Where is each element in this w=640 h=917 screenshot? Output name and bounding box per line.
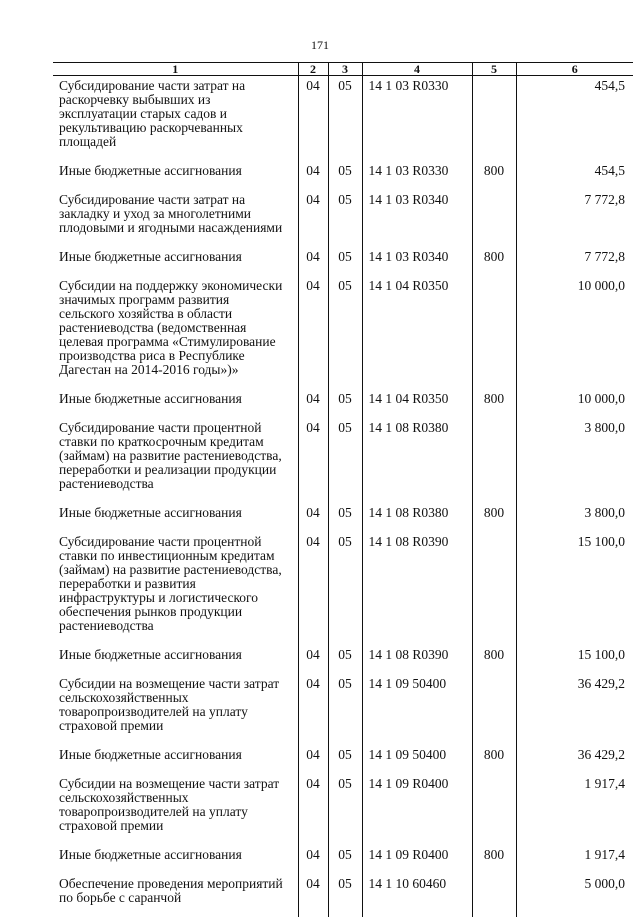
item-name-cell: Субсидии на возмещение части затрат сельскохозяйственных товаропроизводителей на уплату страховой премии [53,674,298,745]
subsection-code-cell: 05 [328,389,362,418]
section-code-cell: 04 [298,503,328,532]
expense-type-cell [472,874,516,917]
item-name-cell: Иные бюджетные ассигнования [53,161,298,190]
table-row [53,745,633,774]
table-row [53,645,633,674]
column-header: 2 [298,63,328,76]
amount-cell: 1 917,4 [516,774,633,845]
amount-cell: 36 429,2 [516,674,633,745]
item-name-cell: Субсидирование части процентной ставки по инвестиционным кредитам (займам) на развитие растениеводства, переработки и развития инфраструктуры и логистического обеспечения рынков продукции растениеводства [53,532,298,645]
target-article-cell: 14 1 08 R0380 [362,503,472,532]
expense-type-cell [472,276,516,389]
expense-type-cell: 800 [472,161,516,190]
item-name-cell: Иные бюджетные ассигнования [53,503,298,532]
subsection-code-cell: 05 [328,190,362,247]
table-row [53,532,633,645]
item-name-cell: Иные бюджетные ассигнования [53,845,298,874]
section-code-cell: 04 [298,161,328,190]
section-code-cell: 04 [298,276,328,389]
subsection-code-cell: 05 [328,503,362,532]
amount-cell: 36 429,2 [516,745,633,774]
table-header-row [53,63,633,76]
subsection-code-cell: 05 [328,276,362,389]
table-row [53,389,633,418]
section-code-cell: 04 [298,774,328,845]
expense-type-cell [472,532,516,645]
amount-cell: 7 772,8 [516,190,633,247]
amount-cell: 3 800,0 [516,418,633,503]
section-code-cell: 04 [298,874,328,917]
amount-cell: 454,5 [516,76,633,162]
item-name-cell: Иные бюджетные ассигнования [53,247,298,276]
target-article-cell: 14 1 03 R0340 [362,190,472,247]
table-row [53,247,633,276]
column-header: 3 [328,63,362,76]
section-code-cell: 04 [298,389,328,418]
table-row [53,503,633,532]
amount-cell: 10 000,0 [516,276,633,389]
amount-cell: 10 000,0 [516,389,633,418]
table-row [53,76,633,162]
column-header: 4 [362,63,472,76]
target-article-cell: 14 1 03 R0330 [362,161,472,190]
item-name-cell: Субсидии на возмещение части затрат сельскохозяйственных товаропроизводителей на уплату страховой премии [53,774,298,845]
subsection-code-cell: 05 [328,874,362,917]
expense-type-cell [472,76,516,162]
subsection-code-cell: 05 [328,774,362,845]
column-header: 5 [472,63,516,76]
item-name-cell: Субсидирование части процентной ставки по краткосрочным кредитам (займам) на развитие растениеводства, переработки и реализации продукции растениеводства [53,418,298,503]
target-article-cell: 14 1 08 R0390 [362,645,472,674]
expense-type-cell: 800 [472,247,516,276]
item-name-cell: Субсидирование части затрат на закладку и уход за многолетними плодовыми и ягодными насаждениями [53,190,298,247]
table-row [53,674,633,745]
table-row [53,161,633,190]
expense-type-cell [472,774,516,845]
target-article-cell: 14 1 03 R0340 [362,247,472,276]
item-name-cell: Иные бюджетные ассигнования [53,389,298,418]
section-code-cell: 04 [298,190,328,247]
section-code-cell: 04 [298,532,328,645]
subsection-code-cell: 05 [328,674,362,745]
expense-type-cell [472,418,516,503]
expense-type-cell: 800 [472,645,516,674]
amount-cell: 454,5 [516,161,633,190]
item-name-cell: Обеспечение проведения мероприятий по борьбе с саранчой [53,874,298,917]
target-article-cell: 14 1 04 R0350 [362,389,472,418]
table-row [53,845,633,874]
target-article-cell: 14 1 10 60460 [362,874,472,917]
section-code-cell: 04 [298,76,328,162]
subsection-code-cell: 05 [328,745,362,774]
table-row [53,418,633,503]
section-code-cell: 04 [298,745,328,774]
target-article-cell: 14 1 08 R0390 [362,532,472,645]
column-header: 6 [516,63,633,76]
expense-type-cell [472,674,516,745]
table-body [53,76,633,917]
amount-cell: 15 100,0 [516,645,633,674]
amount-cell: 3 800,0 [516,503,633,532]
subsection-code-cell: 05 [328,161,362,190]
amount-cell: 7 772,8 [516,247,633,276]
amount-cell: 5 000,0 [516,874,633,917]
expense-type-cell: 800 [472,845,516,874]
section-code-cell: 04 [298,845,328,874]
section-code-cell: 04 [298,674,328,745]
amount-cell: 1 917,4 [516,845,633,874]
subsection-code-cell: 05 [328,76,362,162]
item-name-cell: Субсидирование части затрат на раскорчевку выбывших из эксплуатации старых садов и рекультивацию раскорчеванных площадей [53,76,298,162]
subsection-code-cell: 05 [328,845,362,874]
table-row [53,276,633,389]
target-article-cell: 14 1 09 R0400 [362,845,472,874]
expense-type-cell: 800 [472,389,516,418]
table-row [53,190,633,247]
expense-type-cell [472,190,516,247]
budget-table [53,62,633,917]
item-name-cell: Иные бюджетные ассигнования [53,645,298,674]
subsection-code-cell: 05 [328,247,362,276]
expense-type-cell: 800 [472,745,516,774]
page-number: 171 [0,38,640,53]
subsection-code-cell: 05 [328,645,362,674]
subsection-code-cell: 05 [328,418,362,503]
section-code-cell: 04 [298,418,328,503]
column-header: 1 [53,63,298,76]
item-name-cell: Субсидии на поддержку экономически значимых программ развития сельского хозяйства в области растениеводства (ведомственная целевая программа «Стимулирование производства риса в Республике Дагестан на 2014-2016 годы»)» [53,276,298,389]
item-name-cell: Иные бюджетные ассигнования [53,745,298,774]
target-article-cell: 14 1 03 R0330 [362,76,472,162]
amount-cell: 15 100,0 [516,532,633,645]
target-article-cell: 14 1 09 50400 [362,674,472,745]
target-article-cell: 14 1 08 R0380 [362,418,472,503]
expense-type-cell: 800 [472,503,516,532]
table-row [53,774,633,845]
section-code-cell: 04 [298,247,328,276]
target-article-cell: 14 1 09 50400 [362,745,472,774]
subsection-code-cell: 05 [328,532,362,645]
target-article-cell: 14 1 04 R0350 [362,276,472,389]
target-article-cell: 14 1 09 R0400 [362,774,472,845]
table-row [53,874,633,917]
section-code-cell: 04 [298,645,328,674]
